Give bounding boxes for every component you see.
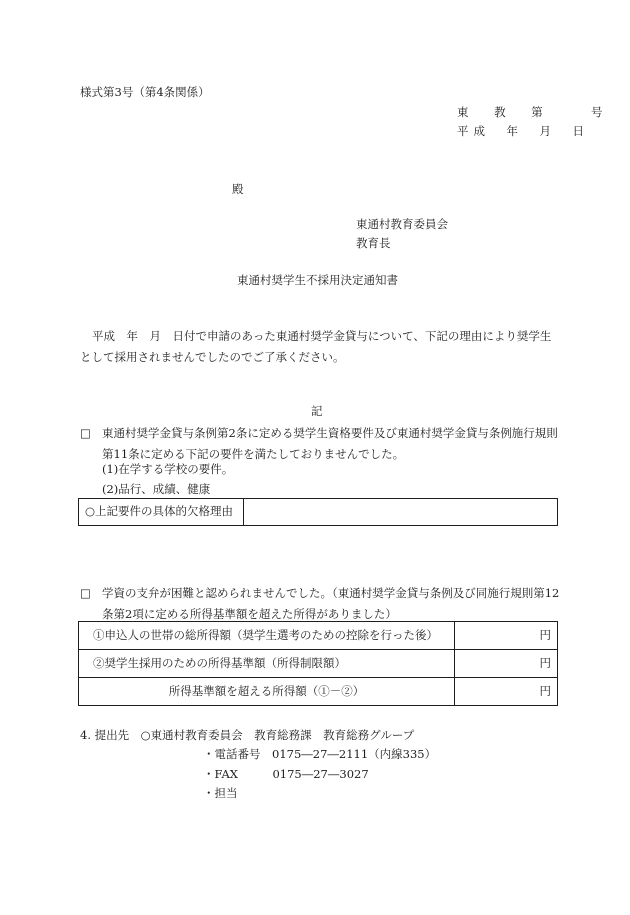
reason-income [80, 583, 560, 625]
reason-qualification [80, 423, 560, 465]
income-total-label: ①申込人の世帯の総所得額（奨学生選考のための控除を行った後） [79, 622, 455, 650]
submission-person: ・担当 [203, 786, 238, 800]
ki-heading: 記 [311, 404, 323, 418]
document-number: 東 教 第 号 [457, 105, 614, 119]
disqualification-label: ○上記要件の具体的欠格理由 [79, 499, 244, 526]
income-excess-field[interactable]: 円 [455, 678, 558, 706]
checkbox-2[interactable]: □ [80, 586, 91, 600]
table-row [79, 622, 558, 650]
table-row [79, 678, 558, 706]
document-title: 東通村奨学生不採用決定通知書 [237, 273, 398, 287]
document-date: 平成 年 月 日 [457, 124, 589, 138]
income-excess-label: 所得基準額を超える所得額（①－②） [79, 678, 455, 706]
submission-tel: ・電話番号 0175―27―2111（内線335） [203, 747, 437, 761]
reason-qualification-text: 東通村奨学金貸与条例第2条に定める奨学生資格要件及び東通村奨学金貸与条例施行規則第11条に定める下記の要件を満たしておりませんでした。 [102, 426, 558, 461]
addressee-honorific: 殿 [232, 182, 244, 196]
table-row [79, 650, 558, 678]
sender-organization: 東通村教育委員会 [356, 217, 448, 231]
form-number: 様式第3号（第4条関係） [80, 85, 210, 99]
requirement-school: (1)在学する学校の要件。 [102, 462, 234, 476]
sender-title: 教育長 [356, 236, 391, 250]
submission-heading: 4. 提出先 ○東通村教育委員会 教育総務課 教育総務グループ [80, 728, 415, 742]
requirement-conduct: (2)品行、成績、健康 [102, 482, 211, 496]
submission-fax: ・FAX 0175―27―3027 [203, 767, 369, 781]
income-limit-field[interactable]: 円 [455, 650, 558, 678]
disqualification-table [78, 498, 558, 526]
table-row [79, 499, 558, 526]
checkbox-1[interactable]: □ [80, 426, 91, 440]
notice-body: 平成 年 月 日付で申請のあった東通村奨学金貸与について、下記の理由により奨学生として採用されませんでしたのでご了承ください。 [80, 329, 552, 364]
income-total-field[interactable]: 円 [455, 622, 558, 650]
income-table [78, 621, 558, 706]
income-limit-label: ②奨学生採用のための所得基準額（所得制限額） [79, 650, 455, 678]
disqualification-reason-field[interactable] [244, 499, 558, 526]
reason-income-text: 学資の支弁が困難と認められませんでした。（東通村奨学金貸与条例及び同施行規則第12条第2項に定める所得基準額を超えた所得がありました） [102, 586, 560, 621]
